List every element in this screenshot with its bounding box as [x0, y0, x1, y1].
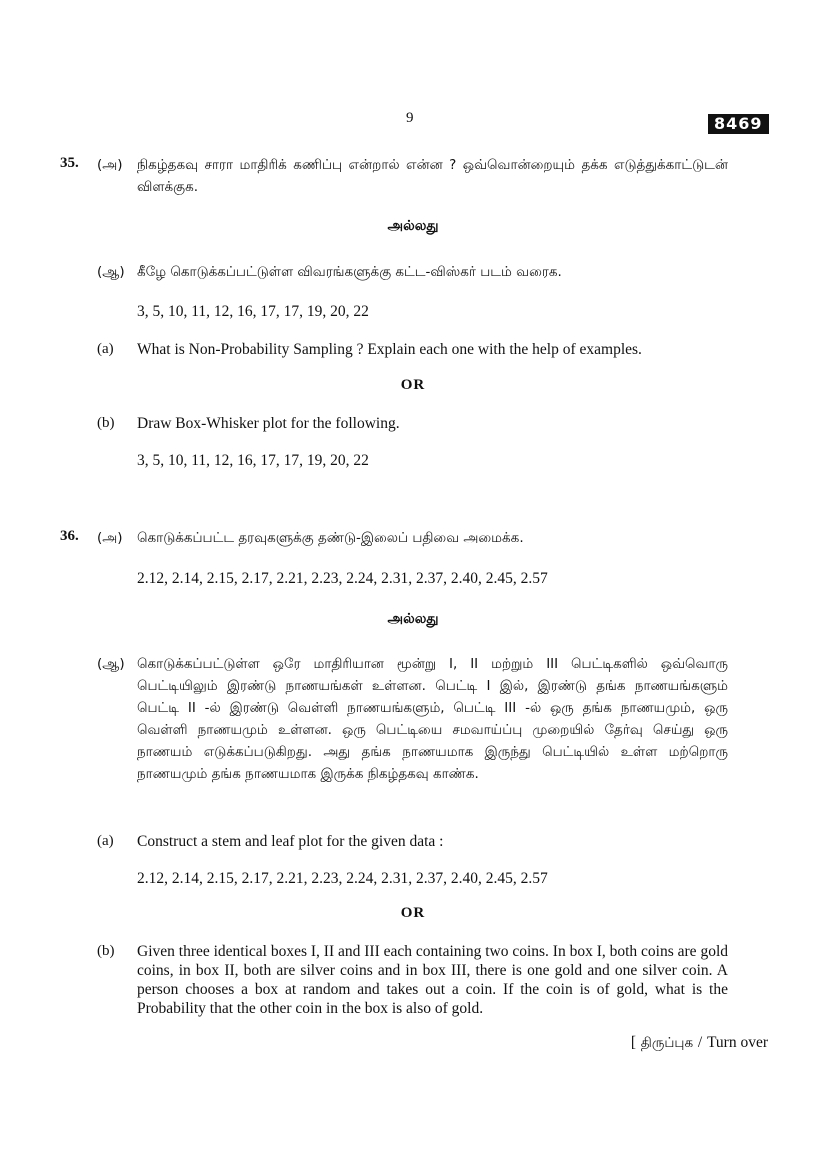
- q36-a-eng-text: Construct a stem and leaf plot for the given data :: [137, 833, 444, 850]
- q35-a-eng-label: (a): [97, 341, 114, 357]
- q35-b-tamil-label: (ஆ): [97, 264, 125, 280]
- q35-b-tamil-text: கீழே கொடுக்கப்பட்டுள்ள விவரங்களுக்கு கட்ட-விஸ்கர் படம் வரைக.: [137, 264, 562, 280]
- turn-over-footer: [631, 1033, 768, 1053]
- q36-a-tamil-data: 2.12, 2.14, 2.15, 2.17, 2.21, 2.23, 2.24, 2.31, 2.37, 2.40, 2.45, 2.57: [137, 570, 548, 587]
- q36-b-eng-text: Given three identical boxes I, II and III each containing two coins. In box I, both coins are gold coins, in box II, both are silver coins and in box III, there is one gold and one silver coin. A person chooses a box at random and takes out a coin. If the coin is of gold, what is the Probability that the other coin in the box is also of gold.: [137, 943, 728, 1017]
- q36-b-eng-label: (b): [97, 943, 115, 959]
- q35-a-tamil-text: நிகழ்தகவு சாரா மாதிரிக் கணிப்பு என்றால் என்ன ? ஒவ்வொன்றையும் தக்க எடுத்துக்காட்டுடன் விளக்குக.: [137, 157, 728, 195]
- q35-b-eng-label: (b): [97, 415, 115, 431]
- footer-separator: /: [697, 1034, 703, 1051]
- q36-a-eng-label: (a): [97, 833, 114, 849]
- q35-a-eng-text: What is Non-Probability Sampling ? Explain each one with the help of examples.: [137, 341, 642, 358]
- paper-code-badge: 8469: [708, 114, 769, 134]
- footer-english: Turn over: [706, 1034, 768, 1051]
- q36-a-eng-data: 2.12, 2.14, 2.15, 2.17, 2.21, 2.23, 2.24, 2.31, 2.37, 2.40, 2.45, 2.57: [137, 870, 548, 887]
- question-number-35: 35.: [60, 155, 79, 171]
- footer-tamil: திருப்புக: [640, 1035, 694, 1051]
- question-number-36: 36.: [60, 528, 79, 544]
- q36-or-english: OR: [400, 905, 426, 921]
- footer-bracket: [: [630, 1034, 637, 1051]
- q35-a-tamil-label: (அ): [97, 157, 123, 173]
- q35-b-eng-data: 3, 5, 10, 11, 12, 16, 17, 17, 19, 20, 22: [137, 452, 369, 469]
- page-number: 9: [406, 110, 414, 126]
- q36-b-tamil-text: கொடுக்கப்பட்டுள்ள ஒரே மாதிரியான மூன்று I, II மற்றும் III பெட்டிகளில் ஒவ்வொரு பெட்டியிலும் இரண்டு நாணயங்கள் உள்ளன. பெட்டி I இல், இரண்டு தங்க நாணயங்களும் பெட்டி II -ல் இரண்டு வெள்ளி நாணயங்களும், பெட்டி III -ல் ஒரு தங்க நாணயமும், ஒரு வெள்ளி நாணயமும் உள்ளன. ஒரு பெட்டியை சமவாய்ப்பு முறையில் தேர்வு செய்து ஒரு நாணயம் எடுக்கப்படுகிறது. அது தங்க நாணயமாக இருந்து பெட்டியில் உள்ள மற்றொரு நாணயமும் தங்க நாணயமாக இருக்க நிகழ்தகவு காண்க.: [137, 656, 728, 782]
- q36-a-tamil-label: (அ): [97, 530, 123, 546]
- q35-or-tamil: அல்லது: [387, 218, 439, 234]
- q36-a-tamil-text: கொடுக்கப்பட்ட தரவுகளுக்கு தண்டு-இலைப் பதிவை அமைக்க.: [137, 530, 524, 546]
- q36-b-tamil-label: (ஆ): [97, 656, 125, 672]
- q36-or-tamil: அல்லது: [387, 611, 439, 627]
- q35-or-english: OR: [400, 377, 426, 393]
- q35-b-eng-text: Draw Box-Whisker plot for the following.: [137, 415, 400, 432]
- q35-b-tamil-data: 3, 5, 10, 11, 12, 16, 17, 17, 19, 20, 22: [137, 303, 369, 320]
